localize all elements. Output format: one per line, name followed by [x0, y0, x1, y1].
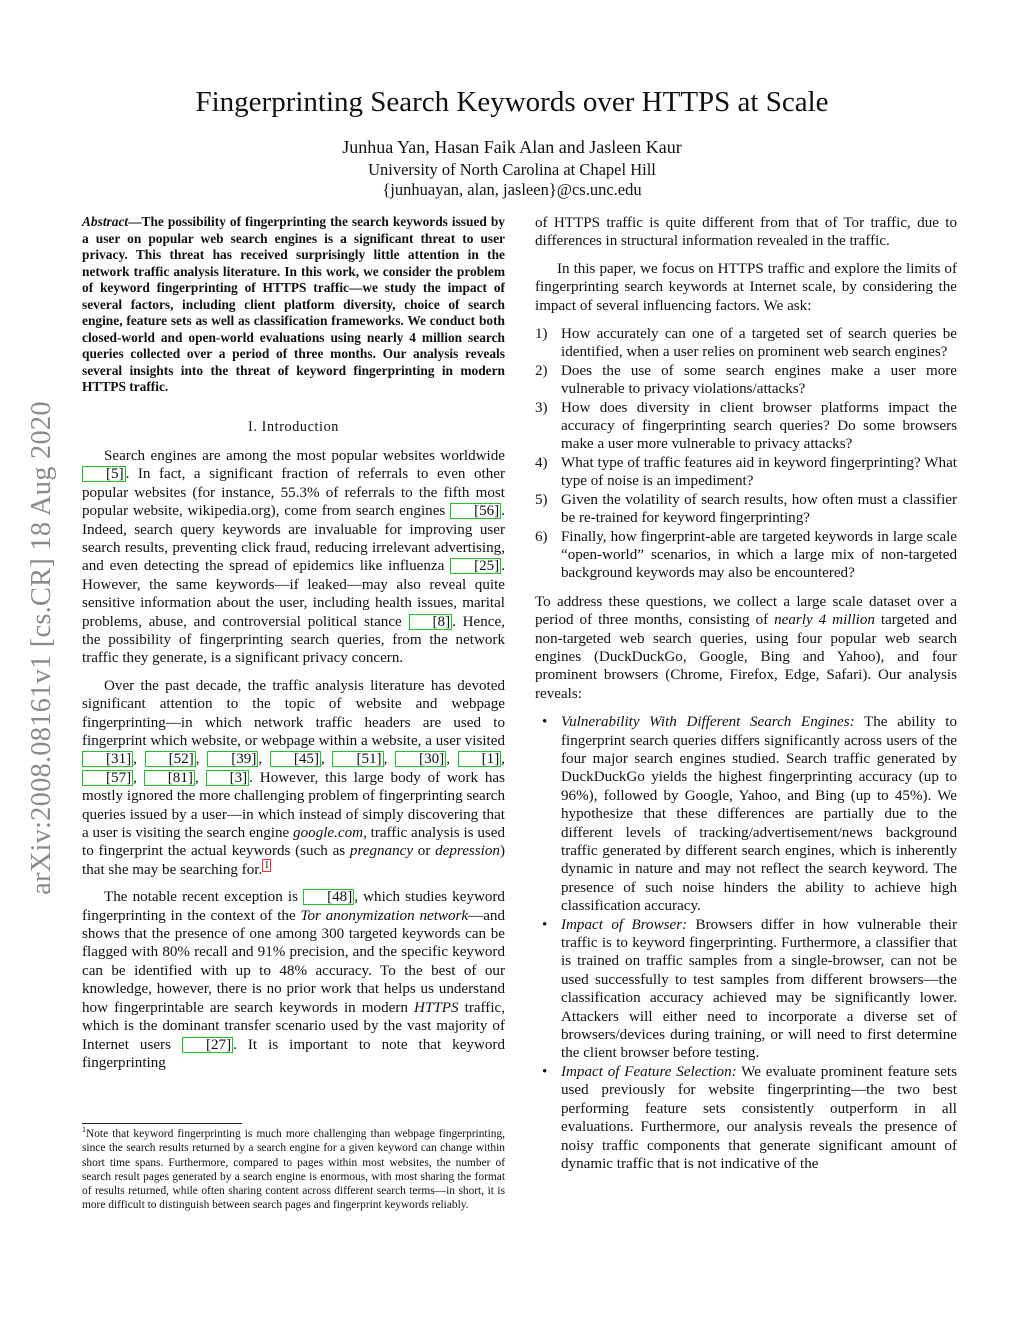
citation-link[interactable]: [1]	[458, 751, 502, 767]
citation-link[interactable]: [51]	[332, 751, 383, 767]
address-paragraph: To address these questions, we collect a large scale dataset over a period of three months, consisting of nearly 4 million targeted and non-targeted web search queries, using four popular web search engines (DuckDuckGo, Google, Bing and Yahoo), and four prominent browsers (Chrome, Firefox, Edge, Safari). Our analysis reveals:	[535, 593, 957, 702]
citation-link[interactable]: [52]	[145, 751, 196, 767]
list-item: • Impact of Feature Selection: We evaluate prominent feature sets used previously for website fingerprinting—the two best performing feature sets consistently outperform in all evaluations. Furthermore, our analysis reveals the presence of noisy traffic components that generate significant amount of dynamic traffic that is not indicative of the	[542, 1063, 957, 1172]
list-item: 4) What type of traffic features aid in keyword fingerprinting? What type of noise is an impediment?	[535, 454, 957, 490]
citation-link[interactable]: [48]	[303, 889, 354, 905]
list-item: 6) Finally, how fingerprint-able are targeted keywords in large scale “open-world” scenarios, in which a large mix of non-targeted background keywords may also be encountered?	[535, 528, 957, 582]
bullet-icon: •	[542, 1063, 548, 1080]
list-item: • Impact of Browser: Browsers differ in how vulnerable their traffic is to keyword fingerprinting. Furthermore, a classifier that is trained on traffic samples from a single-browser, can not be used successfully to test samples from different browsers—the classification accuracy achieved may be significantly lower. Attackers will either need to incorporate a diverse set of browsers/devices during training, or will need to first determine the client browser before testing.	[542, 916, 957, 1062]
bullet-icon: •	[542, 916, 548, 933]
findings-list	[535, 713, 957, 1173]
intro-paragraph-2: Over the past decade, the traffic analysis literature has devoted significant attention to the topic of website and webpage fingerprinting—in which network traffic headers are used to fingerprint which website, or webpage within a website, a user visited [31] , [52] , [39] , [45] , [51] , [30] , [1] , [57] , [81] , [3] . However, this large body of work has mostly ignored the more challenging problem of fingerprinting search queries issued by a user—in which instead of simply discovering that a user is visiting the search engine google.com, traffic analysis is used to fingerprint the actual keywords (such as pregnancy or depression) that she may be searching for. $^1$	[82, 677, 506, 878]
list-item: 1) How accurately can one of a targeted set of search queries be identified, when a user relies on prominent web search engines?	[535, 326, 957, 361]
citation-link[interactable]: [39]	[207, 751, 258, 767]
arxiv-id: arXiv:2008.08161v1 [cs.CR] 18 Aug 2020	[26, 401, 57, 895]
abstract-text: —The possibility of fingerprinting the search keywords issued by a user on popular web search engines is a significant threat to user privacy. This threat has received surprisingly little attention in the network traffic analysis literature. In this work, we consider the problem of keyword fingerprinting of HTTPS traffic—we study the impact of several factors, including client platform diversity, choice of search engine, feature sets as well as classification frameworks. We conduct both closed-world and open-world evaluations using nearly 4 million search queries collected over a period of three months. Our analysis reveals several insights into the threat of keyword fingerprinting in modern HTTPS traffic.	[82, 214, 505, 394]
list-item: • Vulnerability With Different Search Engines: The ability to fingerprint search queries differs significantly across users of the four major search engines studied. Search traffic generated by DuckDuckGo yields the highest fingerprinting accuracy (up to 96%), followed by Google, Yahoo, and Bing (up to 45%). We hypothesize that these differences are partially due to the different levels of tracking/advertisement/news background traffic generated by different search engines, which is inherently dynamic in nature and may not reflect the search keyword. The presence of such noise hinders the ability to achieve high classification accuracy.	[542, 714, 958, 915]
citation-link[interactable]: [8]	[409, 614, 453, 630]
footnote-text: Note that keyword fingerprinting is much more challenging than webpage fingerprinting, since the search results returned by a search engine for a given keyword can change within short time spans. Furthermore, compared to pages within most websites, the number of search result pages generated by a search engine is enormous, with most sharing the format of results returned, while often sharing content across different search terms—in short, it is more difficult to distinguish between search pages and fingerprint keywords reliably.	[82, 1128, 505, 1212]
citation-link[interactable]: [56]	[450, 503, 501, 519]
footnote	[82, 1127, 505, 1213]
footnote-number: 1	[82, 1125, 86, 1135]
citation-link[interactable]: [5]	[82, 466, 126, 482]
citation-link[interactable]: [31]	[82, 751, 133, 767]
list-item: 2) Does the use of some search engines make a user more vulnerable to privacy violations/attacks?	[535, 362, 957, 398]
research-questions	[535, 325, 957, 583]
continued-paragraph: of HTTPS traffic is quite different from that of Tor traffic, due to differences in structural information revealed in the traffic.	[535, 215, 957, 250]
citation-link[interactable]: [27]	[182, 1037, 233, 1053]
footnote-divider	[82, 1123, 242, 1124]
footnote-link[interactable]: 1	[264, 859, 270, 871]
citation-link[interactable]: [30]	[395, 751, 446, 767]
arxiv-sidebar-stamp	[22, 348, 62, 948]
abstract-label: Abstract	[82, 214, 129, 229]
citation-link[interactable]: [45]	[270, 751, 321, 767]
left-column	[82, 214, 505, 1072]
intro-paragraph-1: Search engines are among the most popular websites worldwide [5] . In fact, a significant fraction of referrals to even other popular websites (for instance, 55.3% of referrals to the fifth most popular website, wikipedia.org), come from search engines [56] . Indeed, search query keywords are invaluable for improving user search results, preventing click fraud, reducing irrelevant advertising, and even detecting the spread of epidemics like influenza [25] . However, the same keywords—if leaked—may also reveal quite sensitive information about the user, including health issues, marital problems, abuse, and controversial political stance [8] . Hence, the possibility of fingerprinting search queries, from the network traffic they generate, is a significant privacy concern.	[82, 447, 505, 667]
citation-link[interactable]: [57]	[82, 770, 133, 786]
abstract	[82, 214, 505, 396]
citation-link[interactable]: [25]	[450, 558, 501, 574]
author-emails: {junhuayan, alan, jasleen}@cs.unc.edu	[382, 180, 642, 199]
focus-paragraph: In this paper, we focus on HTTPS traffic and explore the limits of fingerprinting search keywords at Internet scale, by considering the impact of several influencing factors. We ask:	[535, 260, 957, 314]
paper-title: Fingerprinting Search Keywords over HTTPS at Scale	[195, 86, 829, 118]
bullet-icon: •	[542, 714, 548, 731]
author-list: Junhua Yan, Hasan Faik Alan and Jasleen Kaur	[342, 137, 682, 157]
list-item: 5) Given the volatility of search results, how often must a classifier be re-trained for keyword fingerprinting?	[535, 491, 957, 527]
section-heading-introduction: I. Introduction	[248, 418, 339, 435]
affiliation: University of North Carolina at Chapel Hill	[368, 160, 656, 179]
citation-link[interactable]: [81]	[144, 770, 195, 786]
list-item: 3) How does diversity in client browser platforms impact the accuracy of fingerprinting search queries? Do some browsers make a user more vulnerable to privacy attacks?	[535, 399, 957, 453]
right-column	[535, 214, 957, 1173]
citation-link[interactable]: [3]	[206, 770, 250, 786]
intro-paragraph-3: The notable recent exception is [48] , which studies keyword fingerprinting in the context of the Tor anonymization network—and shows that the presence of one among 300 targeted keywords can be flagged with 80% recall and 91% precision, and the specific keyword can be identified with up to 48% accuracy. To the best of our knowledge, however, there is no prior work that helps us understand how fingerprintable are search keywords in modern HTTPS traffic, which is the dominant transfer scenario used by the vast majority of Internet users [27] . It is important to note that keyword fingerprinting	[82, 889, 506, 1071]
